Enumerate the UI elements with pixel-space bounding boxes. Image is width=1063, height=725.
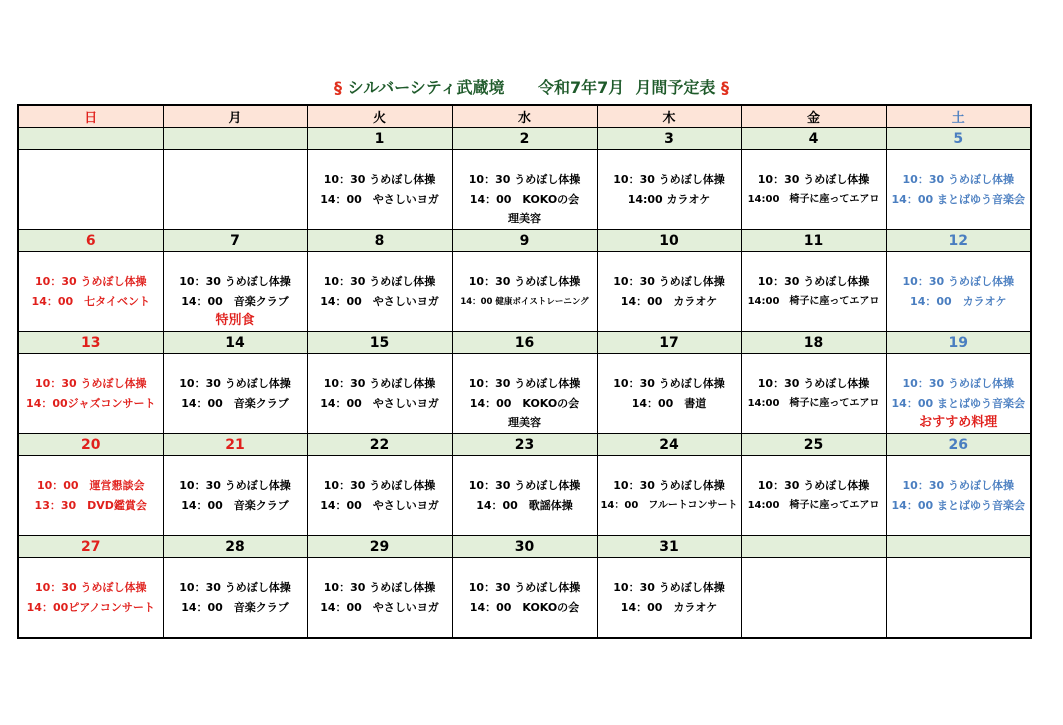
event-item: 14：00 音楽クラブ bbox=[181, 397, 289, 410]
event-item: 14：00 やさしいヨガ bbox=[320, 499, 439, 512]
date-cell: 11 bbox=[741, 230, 886, 252]
event-item: 10：30 うめぼし体操 bbox=[179, 479, 291, 492]
date-cell: 17 bbox=[597, 332, 741, 354]
special-meal-note: 特別食 bbox=[215, 313, 255, 328]
event-item: 14：00 やさしいヨガ bbox=[320, 193, 439, 206]
date-cell: 12 bbox=[886, 230, 1031, 252]
day-cell bbox=[452, 252, 597, 332]
event-item: 10：30 うめぼし体操 bbox=[757, 479, 870, 492]
extra-note: 理美容 bbox=[508, 212, 541, 225]
date-cell: 20 bbox=[18, 434, 163, 456]
event-item: 10：30 うめぼし体操 bbox=[323, 275, 436, 288]
special-meal-note: おすすめ料理 bbox=[919, 415, 998, 430]
event-item: 14：00 まとばゆう音楽会 bbox=[891, 499, 1025, 512]
day-cell bbox=[886, 558, 1031, 639]
day-cell bbox=[452, 354, 597, 434]
event-item: 14：00 カラオケ bbox=[620, 601, 718, 614]
events-row bbox=[18, 150, 1031, 230]
section-mark-right: § bbox=[720, 78, 729, 97]
event-item: 10：30 うめぼし体操 bbox=[35, 581, 147, 594]
day-cell bbox=[163, 252, 307, 332]
date-cell: 10 bbox=[597, 230, 741, 252]
event-item: 10：30 うめぼし体操 bbox=[757, 275, 870, 288]
event-item: 14：00 やさしいヨガ bbox=[320, 397, 439, 410]
event-item: 14：00 音楽クラブ bbox=[181, 499, 289, 512]
date-cell: 18 bbox=[741, 332, 886, 354]
event-item: 14：00 カラオケ bbox=[620, 295, 718, 308]
event-item: 10：30 うめぼし体操 bbox=[468, 173, 581, 186]
day-cell bbox=[886, 252, 1031, 332]
events-row bbox=[18, 456, 1031, 536]
event-item: 10：30 うめぼし体操 bbox=[613, 377, 725, 390]
date-cell: 25 bbox=[741, 434, 886, 456]
date-cell: 1 bbox=[307, 128, 452, 150]
date-cell: 21 bbox=[163, 434, 307, 456]
date-cell: 15 bbox=[307, 332, 452, 354]
event-item: 14:00 カラオケ bbox=[627, 193, 711, 206]
event-item: 14：00 KOKOの会 bbox=[469, 397, 580, 410]
day-cell bbox=[597, 150, 741, 230]
event-item: 10：30 うめぼし体操 bbox=[179, 275, 291, 288]
event-item: 14：00 やさしいヨガ bbox=[320, 295, 439, 308]
day-cell bbox=[163, 150, 307, 230]
date-cell: 6 bbox=[18, 230, 163, 252]
date-cell: 3 bbox=[597, 128, 741, 150]
event-item: 14:00 椅子に座ってエアロ bbox=[747, 398, 880, 409]
event-item: 14：00 まとばゆう音楽会 bbox=[891, 193, 1025, 206]
weekday-wednesday: 水 bbox=[452, 105, 597, 128]
day-cell bbox=[741, 558, 886, 639]
day-cell bbox=[741, 354, 886, 434]
event-item: 14：00 やさしいヨガ bbox=[320, 601, 439, 614]
date-cell: 27 bbox=[18, 536, 163, 558]
event-item: 10：30 うめぼし体操 bbox=[902, 377, 1014, 390]
title-period: 令和7年7月 bbox=[537, 78, 625, 97]
event-item: 10：30 うめぼし体操 bbox=[613, 581, 725, 594]
day-cell bbox=[452, 150, 597, 230]
day-cell bbox=[886, 150, 1031, 230]
event-item: 10：30 うめぼし体操 bbox=[323, 173, 436, 186]
event-item: 10：30 うめぼし体操 bbox=[613, 173, 725, 186]
facility-name: シルバーシティ武蔵境 bbox=[347, 78, 505, 97]
day-cell bbox=[741, 252, 886, 332]
date-cell bbox=[18, 128, 163, 150]
weekday-monday: 月 bbox=[163, 105, 307, 128]
weekday-thursday: 木 bbox=[597, 105, 741, 128]
weekday-tuesday: 火 bbox=[307, 105, 452, 128]
date-cell: 31 bbox=[597, 536, 741, 558]
date-cell: 23 bbox=[452, 434, 597, 456]
day-cell bbox=[597, 354, 741, 434]
event-item: 10：30 うめぼし体操 bbox=[323, 479, 436, 492]
day-cell bbox=[18, 456, 163, 536]
date-cell: 28 bbox=[163, 536, 307, 558]
event-item: 10：30 うめぼし体操 bbox=[468, 275, 581, 288]
events-row bbox=[18, 558, 1031, 639]
extra-note: 理美容 bbox=[508, 416, 541, 429]
events-row bbox=[18, 252, 1031, 332]
date-cell: 14 bbox=[163, 332, 307, 354]
weekday-sunday: 日 bbox=[18, 105, 163, 128]
date-cell bbox=[741, 536, 886, 558]
event-item: 10：30 うめぼし体操 bbox=[757, 377, 870, 390]
page-title bbox=[0, 76, 1063, 100]
event-item: 13：30 DVD鑑賞会 bbox=[34, 499, 147, 512]
event-item: 10：30 うめぼし体操 bbox=[35, 377, 147, 390]
event-item: 14：00 音楽クラブ bbox=[181, 295, 289, 308]
event-item: 14：00ジャズコンサート bbox=[26, 397, 156, 410]
event-item: 10：30 うめぼし体操 bbox=[323, 377, 436, 390]
event-item: 14：00 音楽クラブ bbox=[181, 601, 289, 614]
event-item: 10：30 うめぼし体操 bbox=[613, 275, 725, 288]
date-cell: 24 bbox=[597, 434, 741, 456]
day-cell bbox=[741, 150, 886, 230]
event-item: 10：30 うめぼし体操 bbox=[613, 479, 725, 492]
date-row bbox=[18, 434, 1031, 456]
event-item: 10：00 運営懇談会 bbox=[36, 479, 145, 492]
date-row bbox=[18, 128, 1031, 150]
weekday-friday: 金 bbox=[741, 105, 886, 128]
day-cell bbox=[307, 354, 452, 434]
event-item: 10：30 うめぼし体操 bbox=[468, 479, 581, 492]
event-item: 14：00 KOKOの会 bbox=[469, 193, 580, 206]
event-item: 14：00 フルートコンサート bbox=[600, 500, 738, 511]
day-cell bbox=[307, 558, 452, 639]
date-cell: 7 bbox=[163, 230, 307, 252]
event-item: 10：30 うめぼし体操 bbox=[468, 377, 581, 390]
event-item: 14：00 KOKOの会 bbox=[469, 601, 580, 614]
event-item: 14：00 書道 bbox=[631, 397, 707, 410]
weekday-header-row bbox=[18, 105, 1031, 128]
monthly-calendar bbox=[17, 104, 1032, 639]
day-cell bbox=[886, 354, 1031, 434]
event-item: 10：30 うめぼし体操 bbox=[902, 479, 1014, 492]
date-cell: 8 bbox=[307, 230, 452, 252]
events-row bbox=[18, 354, 1031, 434]
date-cell: 22 bbox=[307, 434, 452, 456]
day-cell bbox=[597, 558, 741, 639]
date-cell: 13 bbox=[18, 332, 163, 354]
day-cell bbox=[307, 456, 452, 536]
date-cell bbox=[886, 536, 1031, 558]
event-item: 14:00 椅子に座ってエアロ bbox=[747, 194, 880, 205]
day-cell bbox=[452, 558, 597, 639]
day-cell bbox=[886, 456, 1031, 536]
section-mark-left: § bbox=[334, 78, 343, 97]
event-item: 10：30 うめぼし体操 bbox=[323, 581, 436, 594]
day-cell bbox=[307, 150, 452, 230]
event-item: 14:00 椅子に座ってエアロ bbox=[747, 296, 880, 307]
title-label: 月間予定表 bbox=[635, 78, 716, 97]
date-cell bbox=[163, 128, 307, 150]
day-cell bbox=[163, 456, 307, 536]
day-cell bbox=[163, 354, 307, 434]
date-cell: 30 bbox=[452, 536, 597, 558]
event-item: 10：30 うめぼし体操 bbox=[902, 275, 1014, 288]
day-cell bbox=[741, 456, 886, 536]
date-row bbox=[18, 332, 1031, 354]
event-item: 14：00 健康ボイストレーニング bbox=[460, 297, 589, 307]
date-cell: 9 bbox=[452, 230, 597, 252]
event-item: 10：30 うめぼし体操 bbox=[468, 581, 581, 594]
day-cell bbox=[452, 456, 597, 536]
date-cell: 29 bbox=[307, 536, 452, 558]
day-cell bbox=[163, 558, 307, 639]
event-item: 14：00 カラオケ bbox=[910, 295, 1007, 308]
date-cell: 2 bbox=[452, 128, 597, 150]
day-cell bbox=[597, 252, 741, 332]
event-item: 14：00 まとばゆう音楽会 bbox=[891, 397, 1025, 410]
weekday-saturday: 土 bbox=[886, 105, 1031, 128]
event-item: 10：30 うめぼし体操 bbox=[757, 173, 870, 186]
date-row bbox=[18, 536, 1031, 558]
day-cell bbox=[18, 150, 163, 230]
day-cell bbox=[18, 558, 163, 639]
date-cell: 26 bbox=[886, 434, 1031, 456]
date-cell: 19 bbox=[886, 332, 1031, 354]
date-cell: 5 bbox=[886, 128, 1031, 150]
event-item: 10：30 うめぼし体操 bbox=[179, 377, 291, 390]
date-cell: 16 bbox=[452, 332, 597, 354]
event-item: 10：30 うめぼし体操 bbox=[179, 581, 291, 594]
date-cell: 4 bbox=[741, 128, 886, 150]
date-row bbox=[18, 230, 1031, 252]
event-item: 14：00 歌謡体操 bbox=[476, 499, 573, 512]
day-cell bbox=[18, 354, 163, 434]
day-cell bbox=[307, 252, 452, 332]
event-item: 14：00 七タイベント bbox=[31, 295, 150, 308]
day-cell bbox=[18, 252, 163, 332]
event-item: 14:00 椅子に座ってエアロ bbox=[747, 500, 880, 511]
event-item: 10：30 うめぼし体操 bbox=[35, 275, 147, 288]
day-cell bbox=[597, 456, 741, 536]
event-item: 14：00ピアノコンサート bbox=[26, 601, 155, 614]
event-item: 10：30 うめぼし体操 bbox=[902, 173, 1014, 186]
